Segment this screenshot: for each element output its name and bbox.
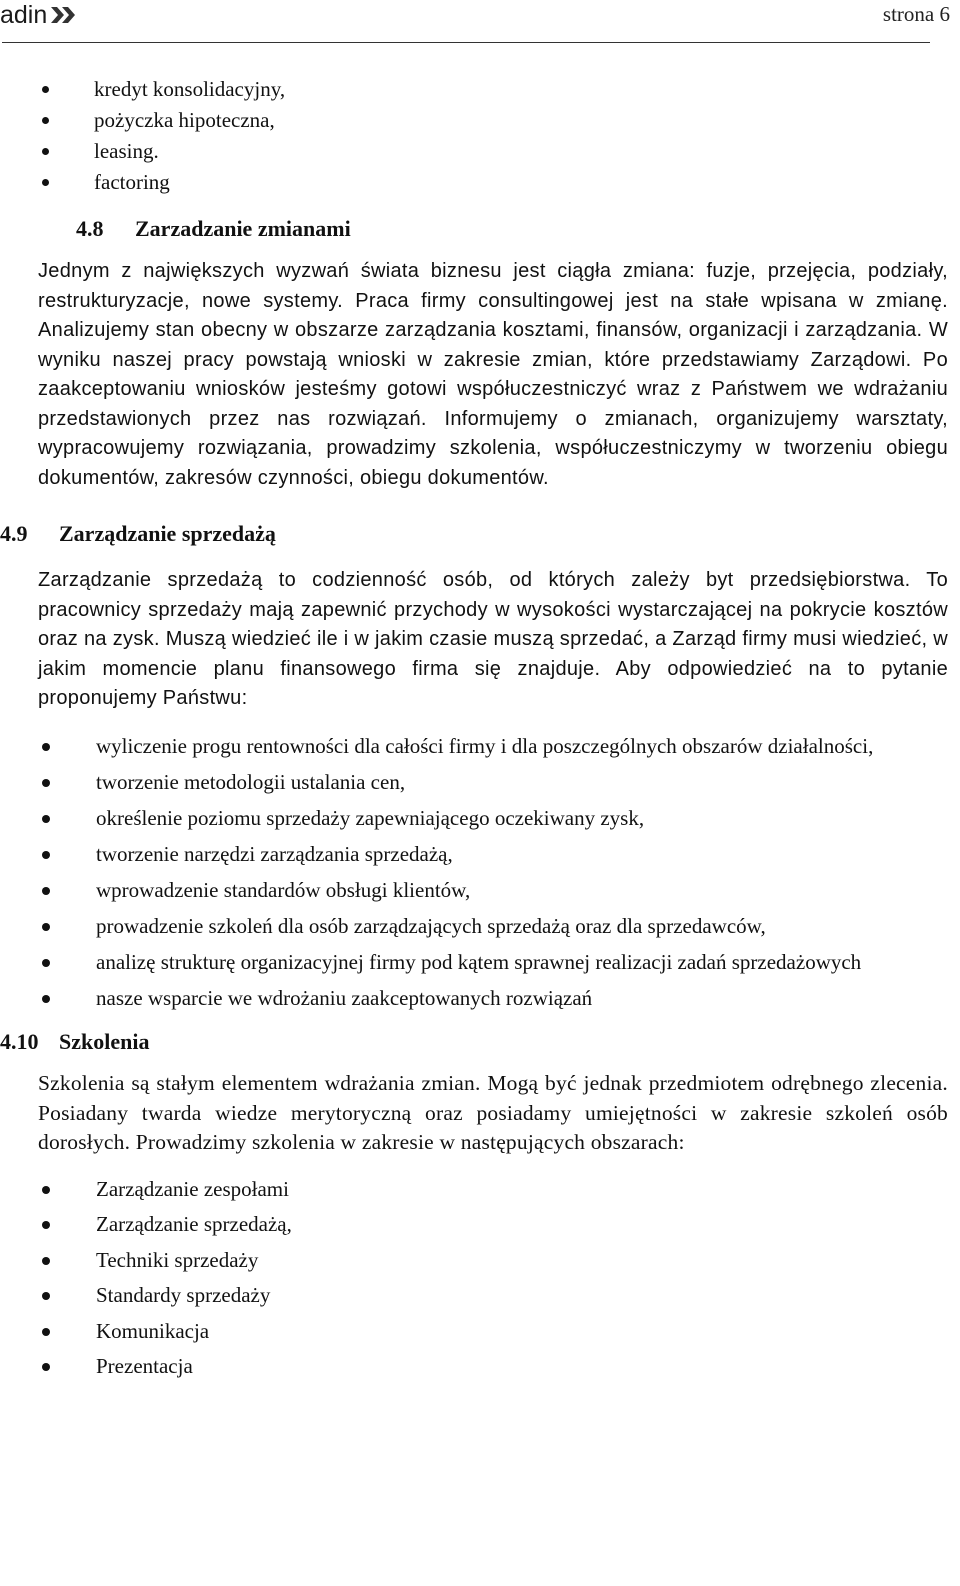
bullet-icon [42, 887, 50, 895]
list-item: wprowadzenie standardów obsługi klientów, [38, 874, 948, 908]
list-item: analizę strukturę organizacyjnej firmy pod kątem sprawnej realizacji zadań sprzedażowych [38, 946, 948, 980]
list-item: kredyt konsolidacyjny, [38, 74, 948, 105]
section-title: Szkolenia [59, 1029, 150, 1054]
section-heading-training [0, 1027, 910, 1057]
section-number: 4.10 [0, 1029, 39, 1054]
header-divider [2, 42, 930, 43]
financing-list [38, 74, 948, 198]
bullet-icon [42, 179, 49, 186]
double-chevron-icon [49, 5, 79, 25]
list-item: Zarządzanie zespołami [38, 1172, 948, 1208]
bullet-icon [42, 86, 49, 93]
bullet-icon [42, 815, 50, 823]
bullet-icon [42, 148, 49, 155]
section-heading-sales-management [0, 519, 910, 549]
bullet-icon [42, 1292, 50, 1300]
bullet-icon [42, 1363, 50, 1371]
bullet-icon [42, 1257, 50, 1265]
bullet-icon [42, 959, 50, 967]
list-item: określenie poziomu sprzedaży zapewniającego oczekiwany zysk, [38, 802, 948, 836]
list-item: wyliczenie progu rentowności dla całości firmy i dla poszczególnych obszarów działalności, [38, 730, 948, 764]
page-number: strona 6 [882, 2, 950, 26]
list-item: Zarządzanie sprzedażą, [38, 1207, 948, 1243]
list-item: Techniki sprzedaży [38, 1243, 948, 1279]
sales-services-list [38, 730, 948, 1016]
page-header [0, 0, 960, 44]
list-item: nasze wsparcie we wdrożaniu zaakceptowanych rozwiązań [38, 982, 948, 1016]
list-item: Standardy sprzedaży [38, 1278, 948, 1314]
training-topics-list [38, 1172, 948, 1385]
bullet-icon [42, 923, 50, 931]
list-item: tworzenie metodologii ustalania cen, [38, 766, 948, 800]
logo-text: adin [0, 1, 48, 29]
list-item: prowadzenie szkoleń dla osób zarządzających sprzedażą oraz dla sprzedawców, [38, 910, 948, 944]
list-item: pożyczka hipoteczna, [38, 105, 948, 136]
bullet-icon [42, 779, 50, 787]
bullet-icon [42, 995, 50, 1003]
training-paragraph: Szkolenia są stałym elementem wdrażania zmian. Mogą być jednak przedmiotem odrębnego zlecenia. Posiadany twarda wiedze merytoryczną oraz posiadamy umiejętności w zakresie szkoleń osób dorosłych. Prowadzimy szkolenia w zakresie w następujących obszarach: [38, 1071, 948, 1154]
section-number: 4.9 [0, 521, 28, 546]
section-number: 4.8 [76, 216, 104, 241]
change-management-paragraph: Jednym z największych wyzwań świata biznesu jest ciągła zmiana: fuzje, przejęcia, podziały, restrukturyzacje, nowe systemy. Praca firmy consultingowej jest na stałe wpisana w zmianę. Analizujemy stan obecny w obszarze zarządzania kosztami, finansów, organizacji i zarządzania. W wyniku naszej pracy powstają wnioski w zakresie zmian, które przedstawiamy Zarządowi. Po zaakceptowaniu wniosków jesteśmy gotowi współuczestniczyć wraz z Państwem we wdrażaniu przedstawionych przez nas rozwiązań. Informujemy o zmianach, organizujemy warsztaty, wypracowujemy rozwiązania, prowadzimy szkolenia, współuczestniczymy w tworzeniu obiegu dokumentów, zakresów czynności, obiegu dokumentów. [38, 260, 948, 489]
list-item: tworzenie narzędzi zarządzania sprzedażą, [38, 838, 948, 872]
sales-management-paragraph: Zarządzanie sprzedażą to codzienność osób, od których zależy byt przedsiębiorstwa. To pracownicy sprzedaży mają zapewnić przychody w wysokości wystarczającej na pokrycie kosztów oraz na zysk. Muszą wiedzieć ile i w jakim czasie muszą sprzedać, a Zarząd firmy musi wiedzieć, w jakim momencie planu finansowego firma się znajduje. Aby odpowiedzieć na to pytanie proponujemy Państwu: [38, 569, 948, 709]
company-logo [0, 0, 79, 30]
list-item: leasing. [38, 136, 948, 167]
bullet-icon [42, 1221, 50, 1229]
list-item: Komunikacja [38, 1314, 948, 1350]
list-item: Prezentacja [38, 1349, 948, 1385]
bullet-icon [42, 1186, 50, 1194]
bullet-icon [42, 117, 49, 124]
bullet-icon [42, 1328, 50, 1336]
section-title: Zarzadzanie zmianami [135, 216, 351, 241]
section-heading-change-management [76, 214, 948, 244]
list-item: factoring [38, 167, 948, 198]
bullet-icon [42, 743, 50, 751]
document-body [0, 74, 948, 1385]
section-title: Zarządzanie sprzedażą [59, 521, 276, 546]
bullet-icon [42, 851, 50, 859]
